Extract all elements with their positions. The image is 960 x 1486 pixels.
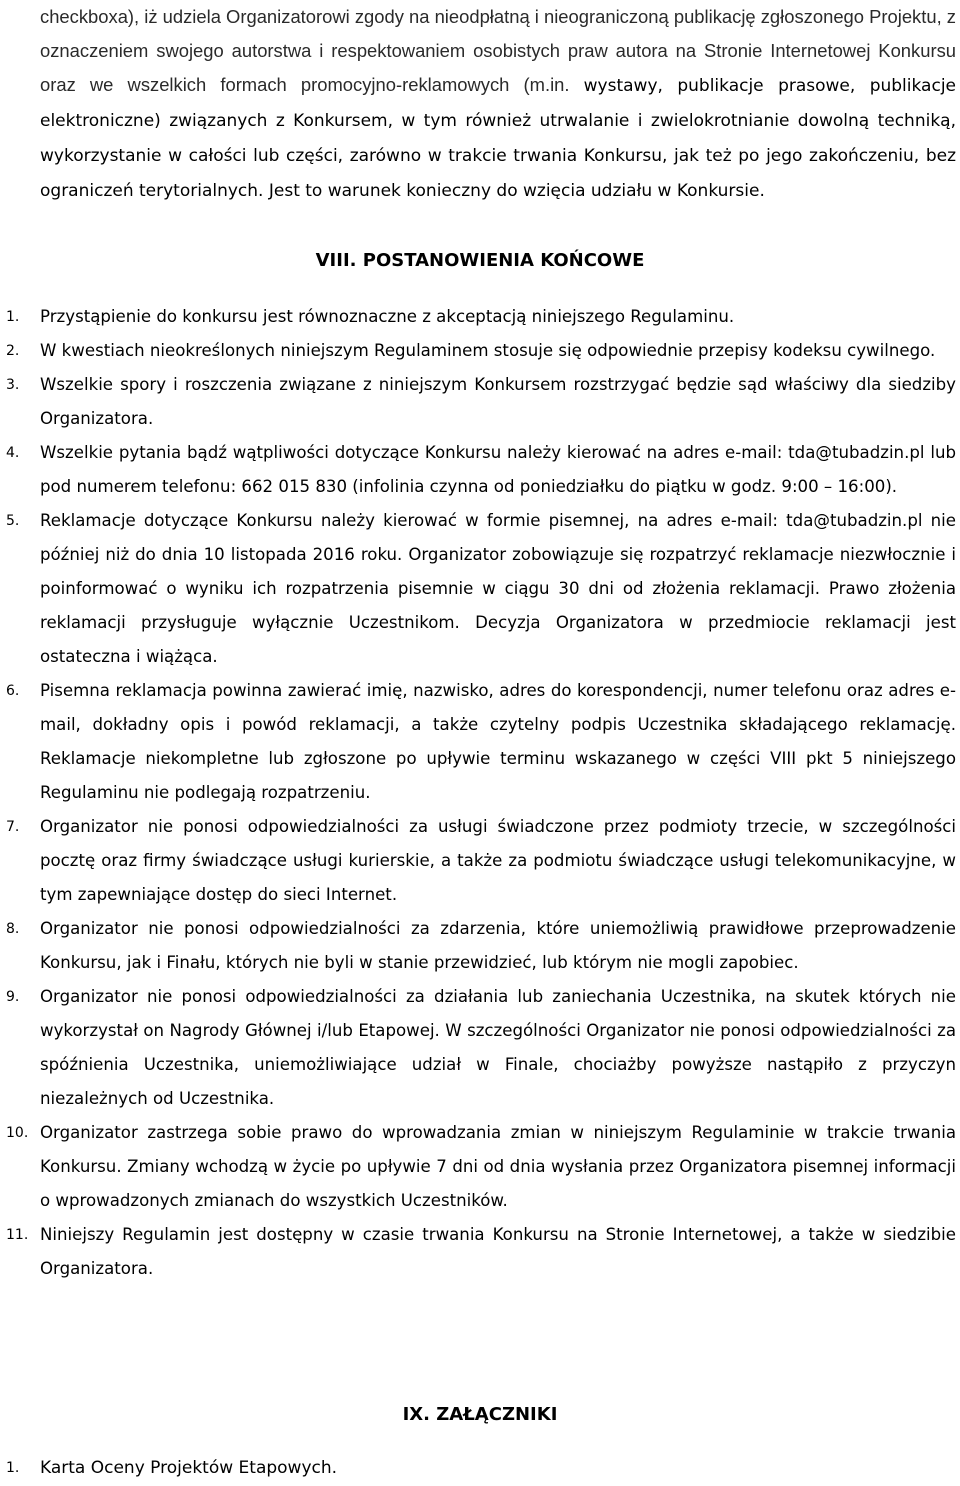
list-item	[0, 334, 956, 368]
item-text: Wszelkie spory i roszczenia związane z niniejszym Konkursem rozstrzygać będzie sąd właściwy dla siedziby Organizatora.	[40, 375, 956, 428]
list-item	[0, 810, 956, 912]
section-ix-heading: IX. ZAŁĄCZNIKI	[402, 1404, 558, 1425]
list-item	[0, 912, 956, 980]
list-item	[0, 674, 956, 810]
item-number: 6.	[6, 683, 20, 699]
final-provisions-list	[0, 300, 960, 1286]
item-text: Pisemna reklamacja powinna zawierać imię, nazwisko, adres do korespondencji, numer telefonu oraz adres e-mail, dokładny opis i powód reklamacji, a także czytelny podpis Uczestnika składającego reklamację. Reklamacje niekompletne lub zgłoszone po upływie terminu wskazanego w części VIII pkt 5 niniejszego Regulaminu nie podlegają rozpatrzeniu.	[40, 681, 956, 802]
item-number: 10.	[6, 1125, 29, 1141]
item-text: Organizator nie ponosi odpowiedzialności za zdarzenia, które uniemożliwią prawidłowe przeprowadzenie Konkursu, jak i Finału, których nie byli w stanie przewidzieć, lub którym nie mogli zapobiec.	[40, 919, 956, 972]
item-number: 7.	[6, 819, 20, 835]
list-item	[0, 1116, 956, 1218]
list-item	[0, 504, 956, 674]
item-text: W kwestiach nieokreślonych niniejszym Regulaminem stosuje się odpowiednie przepisy kodeksu cywilnego.	[40, 341, 936, 360]
list-item	[0, 300, 956, 334]
list-item	[0, 368, 956, 436]
item-number: 4.	[6, 445, 20, 461]
item-text: Karta Oceny Projektów Etapowych.	[40, 1458, 338, 1478]
item-number: 11.	[6, 1227, 29, 1243]
item-text: Przystąpienie do konkursu jest równoznaczne z akceptacją niniejszego Regulaminu.	[40, 307, 735, 326]
intro-paragraph	[40, 0, 956, 208]
item-number: 9.	[6, 989, 20, 1005]
item-number: 8.	[6, 921, 20, 937]
intro-text-part1: checkboxa), iż udziela Organizatorowi zgody na nieodpłatną i nieograniczoną publikację zgłoszonego Projektu, z oznaczeniem swojego autorstwa i respektowaniem osobistych praw autora na Stronie Internetowej Konkursu oraz we wszelkich formach promocyjno-reklamowych (m.in.	[40, 6, 956, 95]
item-number: 1.	[6, 1460, 20, 1476]
section-viii-heading: VIII. POSTANOWIENIA KOŃCOWE	[315, 250, 645, 271]
list-item	[0, 980, 956, 1116]
item-text: Niniejszy Regulamin jest dostępny w czasie trwania Konkursu na Stronie Internetowej, a także w siedzibie Organizatora.	[40, 1225, 956, 1278]
item-number: 2.	[6, 343, 20, 359]
item-number: 1.	[6, 309, 20, 325]
item-number: 5.	[6, 513, 20, 529]
list-item	[0, 1218, 956, 1286]
item-text: Organizator zastrzega sobie prawo do wprowadzania zmian w niniejszym Regulaminie w trakcie trwania Konkursu. Zmiany wchodzą w życie po upływie 7 dni od dnia wysłania przez Organizatora pisemnej informacji o wprowadzonych zmianach do wszystkich Uczestników.	[40, 1123, 956, 1210]
item-text: Organizator nie ponosi odpowiedzialności za działania lub zaniechania Uczestnika, na skutek których nie wykorzystał on Nagrody Głównej i/lub Etapowej. W szczególności Organizator nie ponosi odpowiedzialności za spóźnienia Uczestnika, uniemożliwiające udział w Finale, chociażby powyższe nastąpiło z przyczyn niezależnych od Uczestnika.	[40, 987, 956, 1108]
intro-text-part2: wystawy, publikacje prasowe, publikacje elektroniczne) związanych z Konkursem, w tym również utrwalanie i zwielokrotnianie dowolną techniką, wykorzystanie w całości lub części, zarówno w trakcie trwania Konkursu, jak też po jego zakończeniu, bez ograniczeń terytorialnych. Jest to warunek konieczny do wzięcia udziału w Konkursie.	[40, 76, 956, 201]
item-text: Organizator nie ponosi odpowiedzialności za usługi świadczone przez podmioty trzecie, w szczególności pocztę oraz firmy świadczące usługi kurierskie, a także za podmiotu świadczące usługi telekomunikacyjne, w tym zapewniające dostęp do sieci Internet.	[40, 817, 956, 904]
item-text: Wszelkie pytania bądź wątpliwości dotyczące Konkursu należy kierować na adres e-mail: tda@tubadzin.pl lub pod numerem telefonu: 662 015 830 (infolinia czynna od poniedziałku do piątku w godz. 9:00 – 16:00).	[40, 443, 956, 496]
item-number: 3.	[6, 377, 20, 393]
item-text: Reklamacje dotyczące Konkursu należy kierować w formie pisemnej, na adres e-mail: tda@tubadzin.pl nie później niż do dnia 10 listopada 2016 roku. Organizator zobowiązuje się rozpatrzyć reklamacje niezwłocznie i poinformować o wyniku ich rozpatrzenia pisemnie w ciągu 30 dni od złożenia reklamacji. Prawo złożenia reklamacji przysługuje wyłącznie Uczestnikom. Decyzja Organizatora w przedmiocie reklamacji jest ostateczna i wiążąca.	[40, 511, 956, 666]
list-item	[0, 436, 956, 504]
